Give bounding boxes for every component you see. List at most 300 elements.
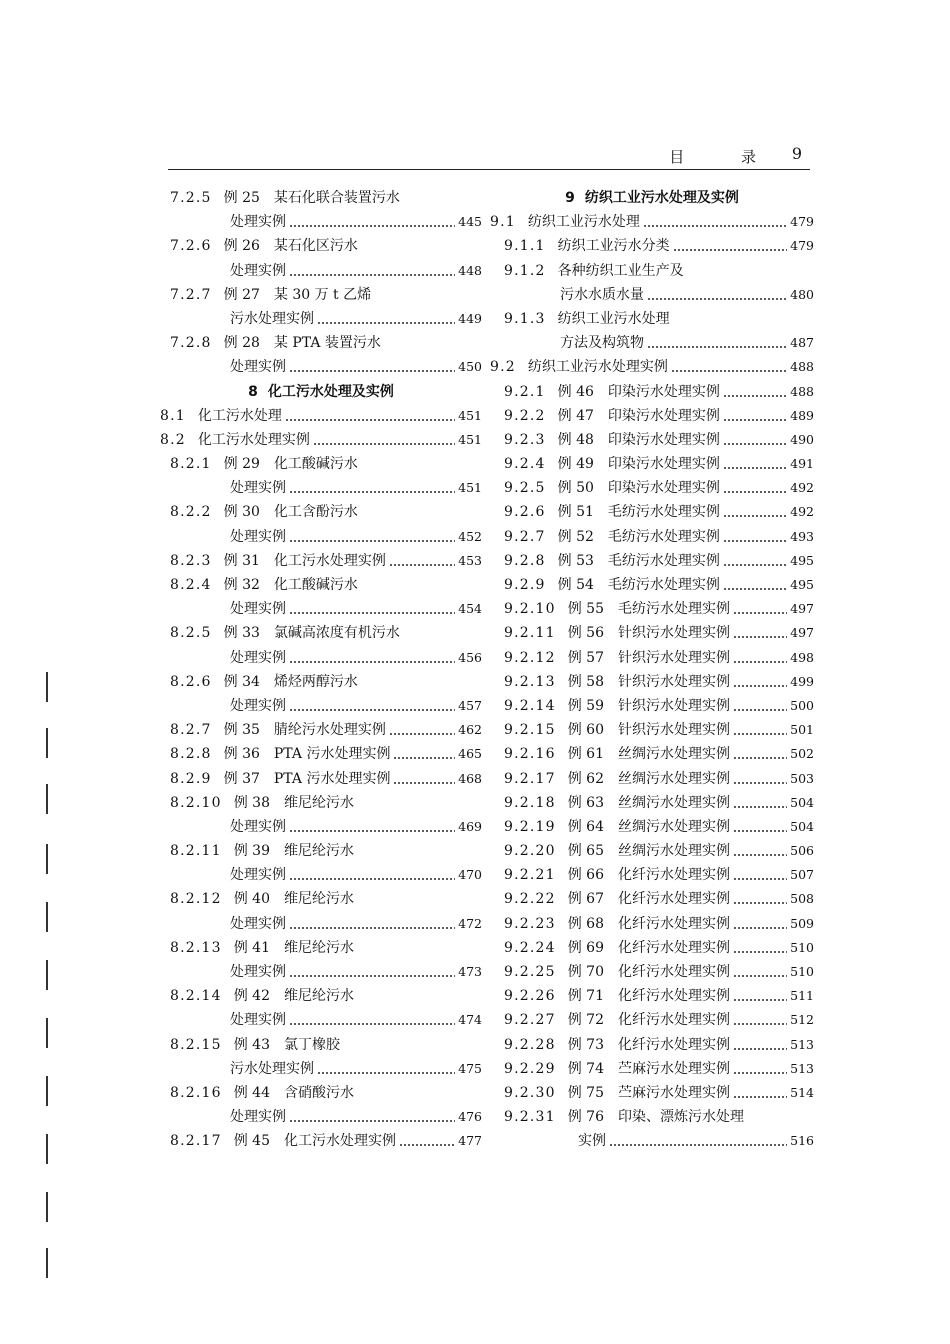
- entry-title: 例 56 针织污水处理实例: [567, 625, 730, 642]
- entry-title: 处理实例: [230, 649, 286, 666]
- dot-leader: [289, 863, 455, 887]
- entry-number: 9.2.5: [504, 480, 546, 497]
- entry-title: 例 76 印染、漂炼污水处理: [567, 1109, 744, 1126]
- entry-title: 纺织工业污水处理实例: [527, 359, 668, 376]
- header-rule: [168, 169, 810, 170]
- toc-entry: [490, 355, 814, 379]
- dot-leader: [289, 646, 455, 670]
- entry-title: 实例: [578, 1133, 606, 1150]
- toc-entry: [160, 452, 482, 476]
- entry-title: 例 32 化工酸碱污水: [223, 577, 358, 593]
- entry-page-number: 472: [458, 915, 482, 931]
- toc-entry: [490, 936, 814, 960]
- dot-leader: [289, 1008, 455, 1032]
- margin-mark: [46, 902, 48, 932]
- entry-page-number: 500: [790, 697, 814, 713]
- entry-title: 例 51 毛纺污水处理实例: [557, 504, 720, 521]
- chapter-heading: [490, 186, 814, 210]
- entry-title: 污水水质水量: [560, 286, 644, 303]
- dot-leader: [647, 283, 787, 307]
- dot-leader: [399, 1129, 455, 1153]
- entry-title: 例 50 印染污水处理实例: [557, 480, 720, 497]
- toc-entry: [490, 718, 814, 742]
- dot-leader: [317, 1057, 455, 1081]
- dot-leader: [733, 936, 787, 960]
- margin-mark: [46, 728, 48, 758]
- dot-leader: [733, 597, 787, 621]
- dot-leader: [723, 500, 787, 524]
- entry-page-number: 449: [458, 310, 482, 326]
- entry-number: 9.2.30: [504, 1084, 556, 1101]
- toc-entry: [160, 549, 482, 573]
- toc-entry: [490, 960, 814, 984]
- entry-page-number: 492: [790, 480, 814, 496]
- toc-entry: [160, 476, 482, 500]
- toc-entry: [160, 670, 482, 694]
- dot-leader: [733, 1008, 787, 1032]
- entry-title: 例 73 化纤污水处理实例: [567, 1036, 730, 1053]
- entry-number: 9.1.2: [504, 262, 546, 279]
- entry-number: 9.1.1: [504, 238, 546, 255]
- toc-entry: [160, 597, 482, 621]
- entry-number: 8.2.4: [170, 577, 212, 593]
- entry-page-number: 516: [790, 1133, 814, 1149]
- entry-title: 例 66 化纤污水处理实例: [567, 867, 730, 884]
- dot-leader: [733, 621, 787, 645]
- toc-entry: [490, 283, 814, 307]
- entry-title: 处理实例: [230, 697, 286, 714]
- toc-entry: [490, 887, 814, 911]
- entry-title: 例 48 印染污水处理实例: [557, 431, 720, 448]
- entry-title: 例 33 氯碱高浓度有机污水: [223, 625, 400, 642]
- entry-number: 9.2.8: [504, 552, 546, 569]
- entry-page-number: 480: [790, 286, 814, 302]
- dot-leader: [733, 863, 787, 887]
- entry-number: 7.2.8: [170, 335, 212, 352]
- entry-title: 处理实例: [230, 359, 286, 376]
- dot-leader: [733, 694, 787, 718]
- toc-entry: [490, 380, 814, 404]
- toc-entry: [490, 621, 814, 645]
- dot-leader: [733, 1081, 787, 1105]
- entry-page-number: 456: [458, 649, 482, 665]
- dot-leader: [733, 670, 787, 694]
- entry-number: 9.2.26: [504, 988, 556, 1005]
- toc-entry: [490, 500, 814, 524]
- entry-title: 处理实例: [230, 1012, 286, 1029]
- entry-page-number: 450: [458, 359, 482, 375]
- toc-entry: [160, 331, 482, 355]
- entry-number: 9.2.22: [504, 891, 556, 908]
- dot-leader: [673, 234, 788, 258]
- entry-number: 9.2.4: [504, 456, 546, 473]
- toc-entry: [160, 428, 482, 452]
- entry-number: 8.2.10: [170, 794, 222, 811]
- toc-entry: [160, 186, 482, 210]
- entry-number: 7.2.7: [170, 286, 212, 303]
- dot-leader: [733, 718, 787, 742]
- dot-leader: [723, 404, 787, 428]
- entry-title: 处理实例: [230, 867, 286, 884]
- entry-page-number: 513: [790, 1060, 814, 1076]
- dot-leader: [723, 525, 787, 549]
- entry-page-number: 470: [458, 867, 482, 883]
- margin-mark: [46, 844, 48, 874]
- toc-entry: [160, 404, 482, 428]
- dot-leader: [733, 791, 787, 815]
- entry-page-number: 499: [790, 673, 814, 689]
- dot-leader: [733, 887, 787, 911]
- entry-page-number: 448: [458, 262, 482, 278]
- entry-title: 例 55 毛纺污水处理实例: [567, 601, 730, 618]
- entry-page-number: 504: [790, 818, 814, 834]
- toc-left-column: [160, 186, 482, 1154]
- toc-entry: [160, 646, 482, 670]
- entry-number: 9.2.7: [504, 528, 546, 545]
- entry-number: 8.2.8: [170, 746, 212, 763]
- entry-number: 9.2.10: [504, 601, 556, 618]
- toc-entry: [160, 1008, 482, 1032]
- entry-page-number: 508: [790, 891, 814, 907]
- entry-number: 8.2.5: [170, 625, 212, 642]
- toc-entry: [490, 1081, 814, 1105]
- dot-leader: [289, 525, 455, 549]
- entry-page-number: 488: [790, 359, 814, 375]
- entry-number: 9.2.14: [504, 697, 556, 714]
- entry-title: 例 46 印染污水处理实例: [557, 383, 720, 400]
- toc-entry: [160, 1057, 482, 1081]
- margin-mark: [46, 784, 48, 814]
- entry-title: 纺织工业污水分类: [557, 238, 670, 255]
- entry-number: 9.2.24: [504, 939, 556, 956]
- margin-mark: [46, 1248, 48, 1278]
- entry-title: 例 44 含硝酸污水: [233, 1084, 354, 1101]
- entry-title: 例 63 丝绸污水处理实例: [567, 794, 730, 811]
- entry-number: 9.2.1: [504, 383, 546, 400]
- entry-number: 9.2.31: [504, 1109, 556, 1126]
- entry-number: 8.2.16: [170, 1084, 222, 1101]
- dot-leader: [317, 307, 455, 331]
- entry-title: 例 65 丝绸污水处理实例: [567, 843, 730, 860]
- entry-page-number: 511: [790, 988, 814, 1004]
- dot-leader: [733, 912, 787, 936]
- margin-mark: [46, 1076, 48, 1106]
- toc-entry: [490, 452, 814, 476]
- toc-entry: [490, 1105, 814, 1129]
- entry-title: 例 59 针织污水处理实例: [567, 697, 730, 714]
- entry-number: 9.1: [490, 214, 516, 231]
- entry-title: 处理实例: [230, 1109, 286, 1126]
- entry-page-number: 457: [458, 697, 482, 713]
- toc-entry: [490, 863, 814, 887]
- entry-number: 9.2.25: [504, 964, 556, 980]
- toc-entry: [490, 646, 814, 670]
- toc-entry: [160, 1105, 482, 1129]
- entry-number: 9.2.16: [504, 746, 556, 763]
- entry-page-number: 454: [458, 601, 482, 617]
- entry-page-number: 452: [458, 528, 482, 544]
- entry-title: 处理实例: [230, 528, 286, 545]
- running-header: [168, 140, 810, 170]
- dot-leader: [733, 646, 787, 670]
- margin-mark: [46, 1192, 48, 1222]
- entry-page-number: 462: [458, 722, 482, 738]
- entry-number: 8.1: [160, 407, 186, 424]
- dot-leader: [289, 597, 455, 621]
- entry-title: 例 60 针织污水处理实例: [567, 722, 730, 739]
- dot-leader: [723, 380, 787, 404]
- entry-page-number: 503: [790, 770, 814, 786]
- toc-entry: [160, 718, 482, 742]
- entry-title: 例 71 化纤污水处理实例: [567, 988, 730, 1005]
- toc-entry: [160, 887, 482, 911]
- dot-leader: [289, 355, 455, 379]
- toc-entry: [160, 259, 482, 283]
- toc-entry: [490, 839, 814, 863]
- toc-entry: [160, 791, 482, 815]
- entry-title: 纺织工业污水处理: [557, 310, 670, 327]
- entry-number: 9: [565, 190, 575, 206]
- entry-page-number: 501: [790, 722, 814, 738]
- entry-title: 处理实例: [230, 480, 286, 497]
- entry-number: 8.2.1: [170, 456, 212, 473]
- entry-page-number: 475: [458, 1060, 482, 1076]
- entry-number: 8.2.14: [170, 988, 222, 1005]
- entry-title: 例 69 化纤污水处理实例: [567, 939, 730, 956]
- entry-title: 例 70 化纤污水处理实例: [567, 964, 730, 980]
- entry-page-number: 468: [458, 770, 482, 786]
- entry-page-number: 488: [790, 383, 814, 399]
- entry-title: 例 39 维尼纶污水: [233, 843, 354, 860]
- entry-title: 处理实例: [230, 964, 286, 980]
- entry-title: 例 37 PTA 污水处理实例: [223, 770, 391, 787]
- toc-entry: [490, 815, 814, 839]
- entry-number: 9.2.28: [504, 1036, 556, 1053]
- entry-title: 例 43 氯丁橡胶: [233, 1036, 340, 1053]
- dot-leader: [733, 815, 787, 839]
- dot-leader: [289, 1105, 455, 1129]
- entry-number: 8.2.11: [170, 843, 222, 860]
- entry-title: 例 54 毛纺污水处理实例: [557, 577, 720, 593]
- dot-leader: [643, 210, 787, 234]
- entry-page-number: 497: [790, 625, 814, 641]
- entry-title: 例 61 丝绸污水处理实例: [567, 746, 730, 763]
- margin-mark: [46, 960, 48, 990]
- entry-number: 9.2.19: [504, 818, 556, 835]
- toc-entry: [490, 573, 814, 597]
- entry-title: 各种纺织工业生产及: [557, 262, 684, 279]
- dot-leader: [733, 1033, 787, 1057]
- toc-entry: [490, 984, 814, 1008]
- entry-number: 8.2.9: [170, 770, 212, 787]
- toc-entry: [160, 767, 482, 791]
- entry-page-number: 487: [790, 335, 814, 351]
- dot-leader: [289, 476, 455, 500]
- entry-page-number: 451: [458, 431, 482, 447]
- entry-page-number: 479: [790, 214, 814, 230]
- entry-title: 纺织工业污水处理: [527, 214, 640, 231]
- entry-title: 例 62 丝绸污水处理实例: [567, 770, 730, 787]
- chapter-heading: [160, 380, 482, 404]
- entry-number: 9.2.2: [504, 407, 546, 424]
- entry-title: 例 57 针织污水处理实例: [567, 649, 730, 666]
- entry-page-number: 506: [790, 843, 814, 859]
- entry-page-number: 451: [458, 480, 482, 496]
- entry-number: 9.2.18: [504, 794, 556, 811]
- entry-number: 9.2.11: [504, 625, 556, 642]
- dot-leader: [289, 815, 455, 839]
- toc-entry: [160, 210, 482, 234]
- entry-title: 污水处理实例: [230, 1060, 314, 1077]
- toc-entry: [490, 525, 814, 549]
- dot-leader: [733, 960, 787, 984]
- entry-title: 化工污水处理及实例: [267, 383, 394, 400]
- entry-title: 例 53 毛纺污水处理实例: [557, 552, 720, 569]
- toc-right-column: [490, 186, 814, 1154]
- dot-leader: [723, 476, 787, 500]
- entry-title: 例 72 化纤污水处理实例: [567, 1012, 730, 1029]
- entry-page-number: 453: [458, 552, 482, 568]
- entry-title: 例 49 印染污水处理实例: [557, 456, 720, 473]
- entry-page-number: 491: [790, 456, 814, 472]
- entry-page-number: 498: [790, 649, 814, 665]
- dot-leader: [609, 1129, 787, 1153]
- toc-entry: [160, 742, 482, 766]
- toc-entry: [490, 1129, 814, 1153]
- entry-title: 例 36 PTA 污水处理实例: [223, 746, 391, 763]
- entry-title: 例 40 维尼纶污水: [233, 891, 354, 908]
- entry-title: 例 67 化纤污水处理实例: [567, 891, 730, 908]
- entry-title: 例 74 苎麻污水处理实例: [567, 1060, 730, 1077]
- dot-leader: [733, 839, 787, 863]
- entry-page-number: 504: [790, 794, 814, 810]
- toc-entry: [160, 912, 482, 936]
- toc-entry: [490, 670, 814, 694]
- entry-title: 例 75 苎麻污水处理实例: [567, 1084, 730, 1101]
- toc-entry: [490, 912, 814, 936]
- entry-page-number: 477: [458, 1133, 482, 1149]
- toc-entry: [490, 476, 814, 500]
- entry-title: 例 31 化工污水处理实例: [223, 552, 386, 569]
- entry-title: 例 42 维尼纶污水: [233, 988, 354, 1005]
- dot-leader: [723, 573, 787, 597]
- toc-entry: [490, 307, 814, 331]
- toc-entry: [490, 767, 814, 791]
- entry-page-number: 492: [790, 504, 814, 520]
- toc-entry: [490, 742, 814, 766]
- entry-number: 9.2.13: [504, 673, 556, 690]
- toc-entry: [160, 283, 482, 307]
- dot-leader: [723, 549, 787, 573]
- toc-entry: [160, 234, 482, 258]
- toc-entry: [160, 573, 482, 597]
- entry-title: 处理实例: [230, 214, 286, 231]
- entry-page-number: 469: [458, 818, 482, 834]
- entry-title: 例 27 某 30 万 t 乙烯: [223, 286, 372, 303]
- entry-page-number: 489: [790, 407, 814, 423]
- dot-leader: [671, 355, 787, 379]
- toc-entry: [160, 1081, 482, 1105]
- dot-leader: [289, 912, 455, 936]
- entry-page-number: 445: [458, 214, 482, 230]
- toc-entry: [490, 1008, 814, 1032]
- toc-entry: [490, 694, 814, 718]
- toc-entry: [160, 815, 482, 839]
- toc-entry: [490, 1033, 814, 1057]
- entry-number: 8.2: [160, 431, 186, 448]
- entry-title: 例 26 某石化区污水: [223, 238, 358, 255]
- entry-title: 例 25 某石化联合装置污水: [223, 190, 400, 206]
- toc-entry: [160, 694, 482, 718]
- toc-entry: [490, 210, 814, 234]
- toc-entry: [160, 839, 482, 863]
- margin-mark: [46, 672, 48, 702]
- entry-title: 污水处理实例: [230, 310, 314, 327]
- dot-leader: [723, 452, 787, 476]
- toc-entry: [160, 936, 482, 960]
- dot-leader: [733, 984, 787, 1008]
- entry-page-number: 502: [790, 746, 814, 762]
- toc-entry: [490, 234, 814, 258]
- entry-title: 化工污水处理: [197, 407, 282, 424]
- entry-page-number: 493: [790, 528, 814, 544]
- entry-title: 例 52 毛纺污水处理实例: [557, 528, 720, 545]
- entry-number: 9.2: [490, 359, 516, 376]
- entry-page-number: 510: [790, 964, 814, 979]
- entry-title: 例 30 化工含酚污水: [223, 504, 358, 521]
- entry-page-number: 476: [458, 1109, 482, 1125]
- entry-page-number: 479: [790, 238, 814, 254]
- entry-number: 9.2.6: [504, 504, 546, 521]
- toc-entry: [490, 549, 814, 573]
- entry-title: 例 34 烯烃两醇污水: [223, 673, 358, 690]
- toc-entry: [160, 621, 482, 645]
- dot-leader: [289, 694, 455, 718]
- toc-entry: [160, 500, 482, 524]
- dot-leader: [723, 428, 787, 452]
- entry-number: 8: [248, 383, 258, 400]
- entry-page-number: 451: [458, 407, 482, 423]
- entry-number: 8.2.15: [170, 1036, 222, 1053]
- entry-title: 处理实例: [230, 818, 286, 835]
- toc-entry: [160, 1033, 482, 1057]
- entry-title: 纺织工业污水处理及实例: [584, 190, 739, 206]
- margin-mark: [46, 1134, 48, 1164]
- entry-title: 例 47 印染污水处理实例: [557, 407, 720, 424]
- entry-number: 9.2.20: [504, 843, 556, 860]
- dot-leader: [733, 742, 787, 766]
- entry-title: 例 29 化工酸碱污水: [223, 456, 358, 473]
- entry-page-number: 473: [458, 964, 482, 979]
- entry-number: 8.2.7: [170, 722, 212, 739]
- toc-entry: [160, 355, 482, 379]
- toc-entry: [490, 1057, 814, 1081]
- entry-page-number: 510: [790, 939, 814, 955]
- entry-number: 8.2.12: [170, 891, 222, 908]
- entry-number: 9.2.17: [504, 770, 556, 787]
- toc-entry: [160, 307, 482, 331]
- entry-number: 9.2.3: [504, 431, 546, 448]
- entry-number: 9.2.29: [504, 1060, 556, 1077]
- entry-number: 8.2.17: [170, 1133, 222, 1150]
- entry-page-number: 509: [790, 915, 814, 931]
- entry-number: 7.2.6: [170, 238, 212, 255]
- dot-leader: [289, 259, 455, 283]
- dot-leader: [289, 960, 455, 984]
- entry-title: 化工污水处理实例: [197, 431, 310, 448]
- header-page-number: 9: [791, 144, 802, 163]
- entry-page-number: 474: [458, 1012, 482, 1028]
